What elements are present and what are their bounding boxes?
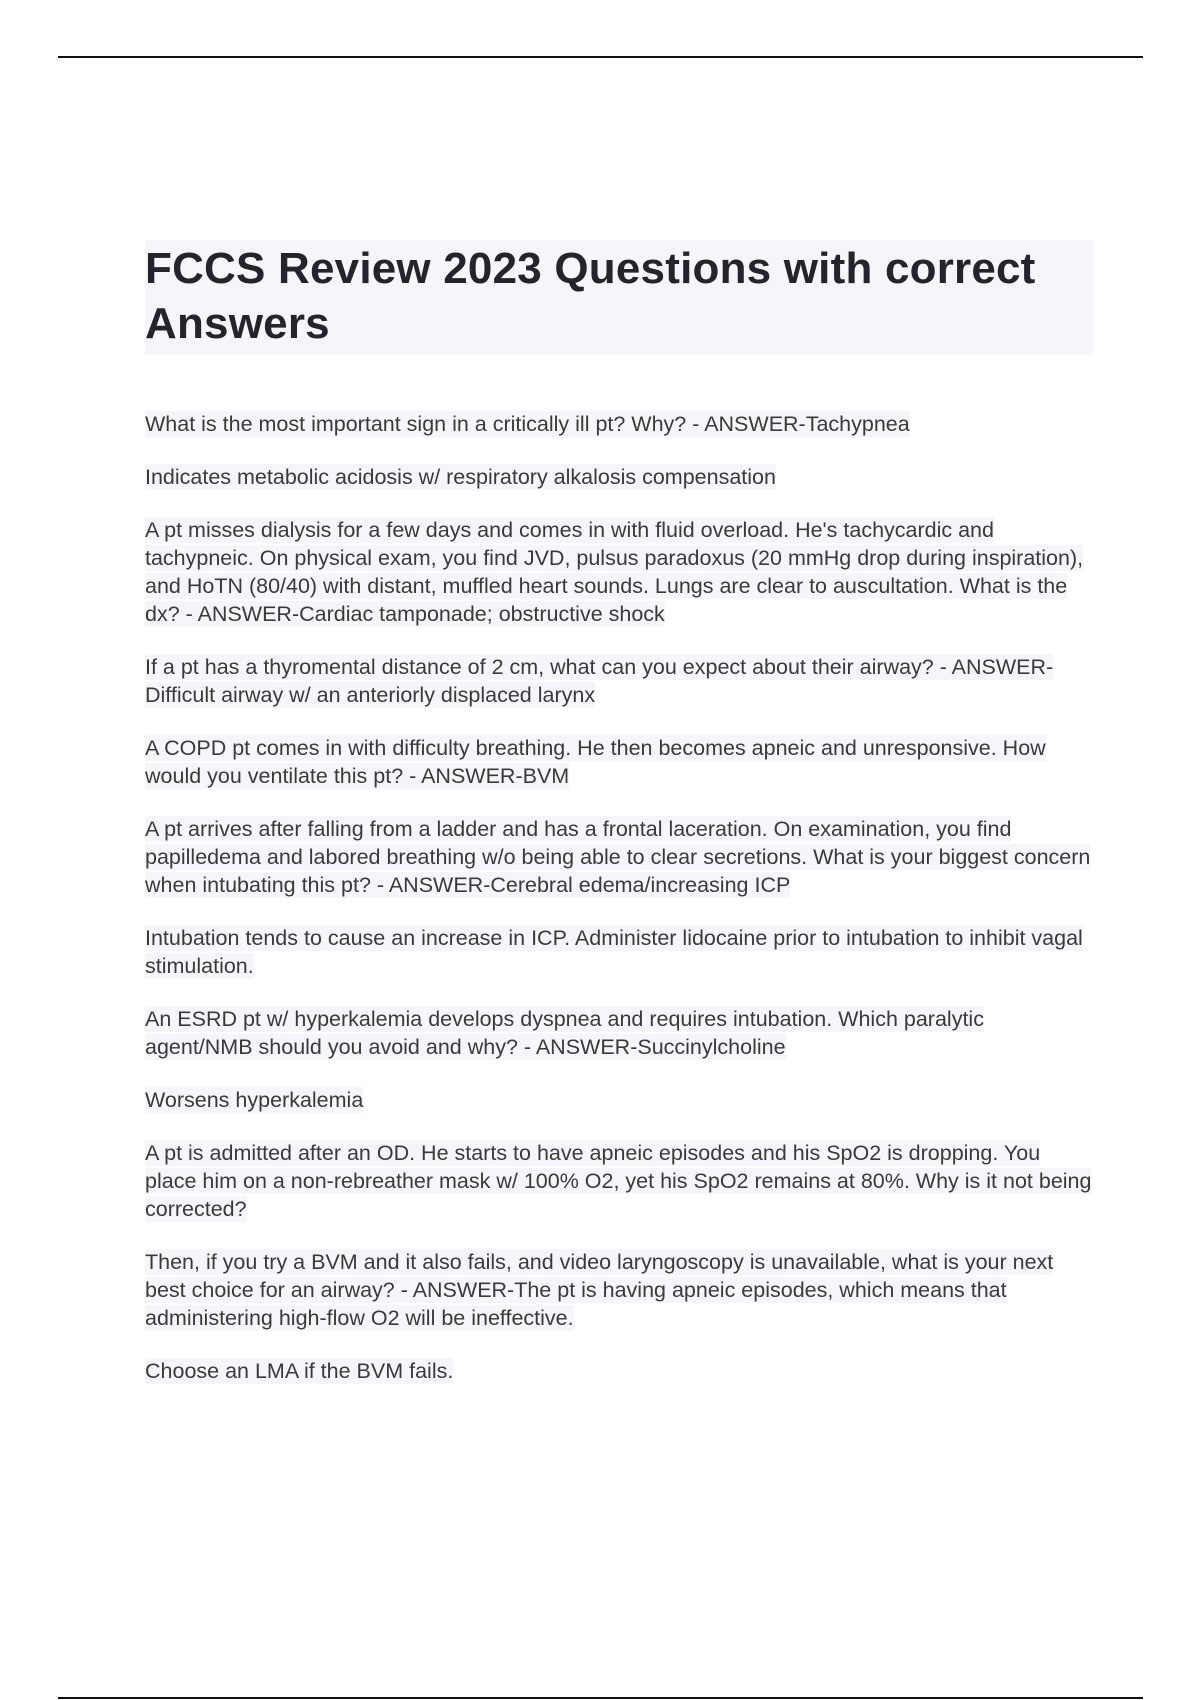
qa-paragraph (145, 1248, 1093, 1332)
document-title: FCCS Review 2023 Questions with correct Answers (145, 240, 1093, 355)
qa-text: A pt arrives after falling from a ladder and has a frontal laceration. On examination, you find papilledema and labored breathing w/o being able to clear secretions. What is your biggest concern when intubating this pt? - ANSWER-Cerebral edema/increasing ICP (145, 817, 1091, 897)
qa-paragraph (145, 924, 1093, 980)
qa-paragraph (145, 463, 1093, 491)
qa-paragraph (145, 516, 1093, 628)
document-body (145, 240, 1093, 1410)
qa-text: A COPD pt comes in with difficulty breathing. He then becomes apneic and unresponsive. How would you ventilate this pt? - ANSWER-BVM (145, 736, 1046, 788)
qa-paragraph (145, 1086, 1093, 1114)
bottom-rule (58, 1697, 1143, 1699)
top-rule (58, 56, 1143, 58)
qa-paragraph (145, 1357, 1093, 1385)
qa-list (145, 410, 1093, 1385)
qa-text: An ESRD pt w/ hyperkalemia develops dyspnea and requires intubation. Which paralytic agent/NMB should you avoid and why? - ANSWER-Succinylcholine (145, 1007, 984, 1059)
qa-text: Intubation tends to cause an increase in ICP. Administer lidocaine prior to intubation to inhibit vagal stimulation. (145, 926, 1083, 978)
qa-paragraph (145, 1005, 1093, 1061)
qa-text: Then, if you try a BVM and it also fails, and video laryngoscopy is unavailable, what is your next best choice for an airway? - ANSWER-The pt is having apneic episodes, which means that administering high-flow O2 will be ineffective. (145, 1250, 1054, 1330)
qa-text: Choose an LMA if the BVM fails. (145, 1359, 454, 1383)
qa-paragraph (145, 1139, 1093, 1223)
qa-paragraph (145, 815, 1093, 899)
qa-text: Worsens hyperkalemia (145, 1088, 364, 1112)
qa-paragraph (145, 410, 1093, 438)
qa-text: What is the most important sign in a critically ill pt? Why? - ANSWER-Tachypnea (145, 412, 910, 436)
qa-paragraph (145, 653, 1093, 709)
qa-paragraph (145, 734, 1093, 790)
qa-text: A pt is admitted after an OD. He starts to have apneic episodes and his SpO2 is dropping. You place him on a non-rebreather mask w/ 100% O2, yet his SpO2 remains at 80%. Why is it not being corrected? (145, 1141, 1092, 1221)
qa-text: If a pt has a thyromental distance of 2 cm, what can you expect about their airway? - ANSWER-Difficult airway w/ an anteriorly displaced larynx (145, 655, 1054, 707)
qa-text: A pt misses dialysis for a few days and comes in with fluid overload. He's tachycardic and tachypneic. On physical exam, you find JVD, pulsus paradoxus (20 mmHg drop during inspiration), and HoTN (80/40) with distant, muffled heart sounds. Lungs are clear to auscultation. What is the dx? - ANSWER-Cardiac tamponade; obstructive shock (145, 518, 1084, 626)
qa-text: Indicates metabolic acidosis w/ respiratory alkalosis compensation (145, 465, 776, 489)
